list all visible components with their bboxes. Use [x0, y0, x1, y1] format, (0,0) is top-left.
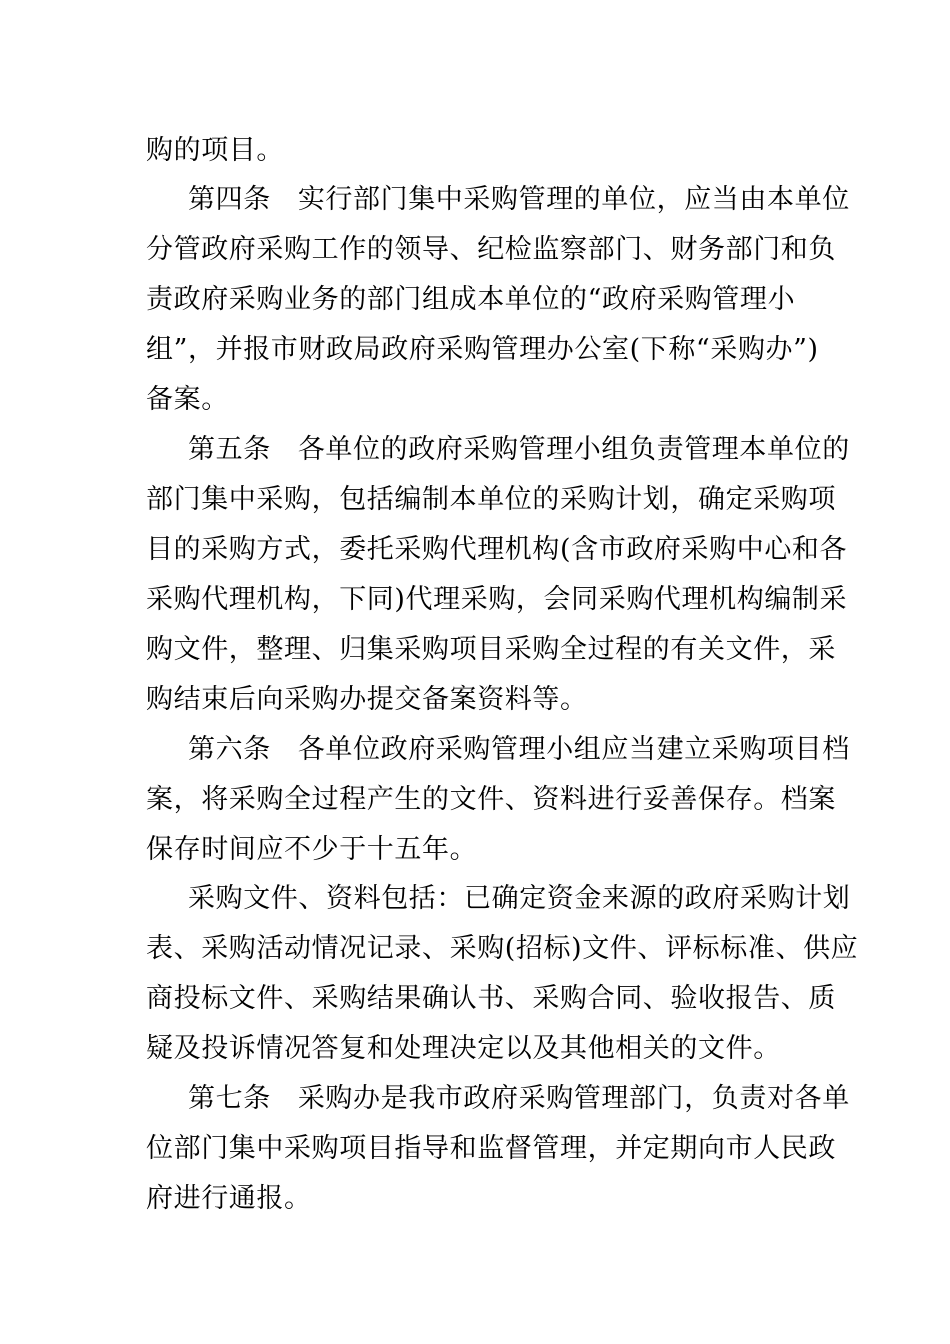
text-line: 部门集中采购，包括编制本单位的采购计划，确定采购项: [146, 484, 836, 515]
article-label: 第六条: [188, 734, 271, 765]
text-line: 购结束后向采购办提交备案资料等。: [146, 684, 588, 715]
paragraph-first-line: 采购文件、资料包括：已确定资金来源的政府采购计划: [188, 883, 851, 914]
article-text: 采购办是我市政府采购管理部门，负责对各单: [297, 1083, 850, 1114]
article-label: 第七条: [188, 1083, 271, 1114]
text-line: 案，将采购全过程产生的文件、资料进行妥善保存。档案: [146, 784, 836, 815]
article-label: 第五条: [188, 434, 271, 465]
article-text: 各单位政府采购管理小组应当建立采购项目档: [297, 734, 850, 765]
text-line: 商投标文件、采购结果确认书、采购合同、验收报告、质: [146, 983, 836, 1014]
text-line: 责政府采购业务的部门组成本单位的“政府采购管理小: [146, 284, 796, 315]
article-text: 各单位的政府采购管理小组负责管理本单位的: [297, 434, 850, 465]
text-line: 购的项目。: [146, 135, 284, 166]
text-line: 府进行通报。: [146, 1183, 312, 1214]
text-line: 购文件，整理、归集采购项目采购全过程的有关文件，采: [146, 634, 836, 665]
text-line: 疑及投诉情况答复和处理决定以及其他相关的文件。: [146, 1033, 781, 1064]
text-line: 分管政府采购工作的领导、纪检监察部门、财务部门和负: [146, 234, 836, 265]
text-line: 组”，并报市财政局政府采购管理办公室(下称“采购办”): [146, 334, 819, 365]
article-5-first-line: [188, 430, 850, 470]
text-line: 表、采购活动情况记录、采购(招标)文件、评标标准、供应: [146, 933, 859, 964]
article-4-first-line: [188, 180, 850, 220]
article-7-first-line: [188, 1079, 850, 1119]
text-line: 采购代理机构，下同)代理采购，会同采购代理机构编制采: [146, 584, 848, 615]
article-label: 第四条: [188, 184, 271, 215]
article-text: 实行部门集中采购管理的单位，应当由本单位: [297, 184, 850, 215]
text-line: 保存时间应不少于十五年。: [146, 834, 478, 865]
text-line: 位部门集中采购项目指导和监督管理，并定期向市人民政: [146, 1133, 836, 1164]
text-line: 备案。: [146, 384, 229, 415]
text-line: 目的采购方式，委托采购代理机构(含市政府采购中心和各: [146, 534, 848, 565]
article-6-first-line: [188, 730, 850, 770]
